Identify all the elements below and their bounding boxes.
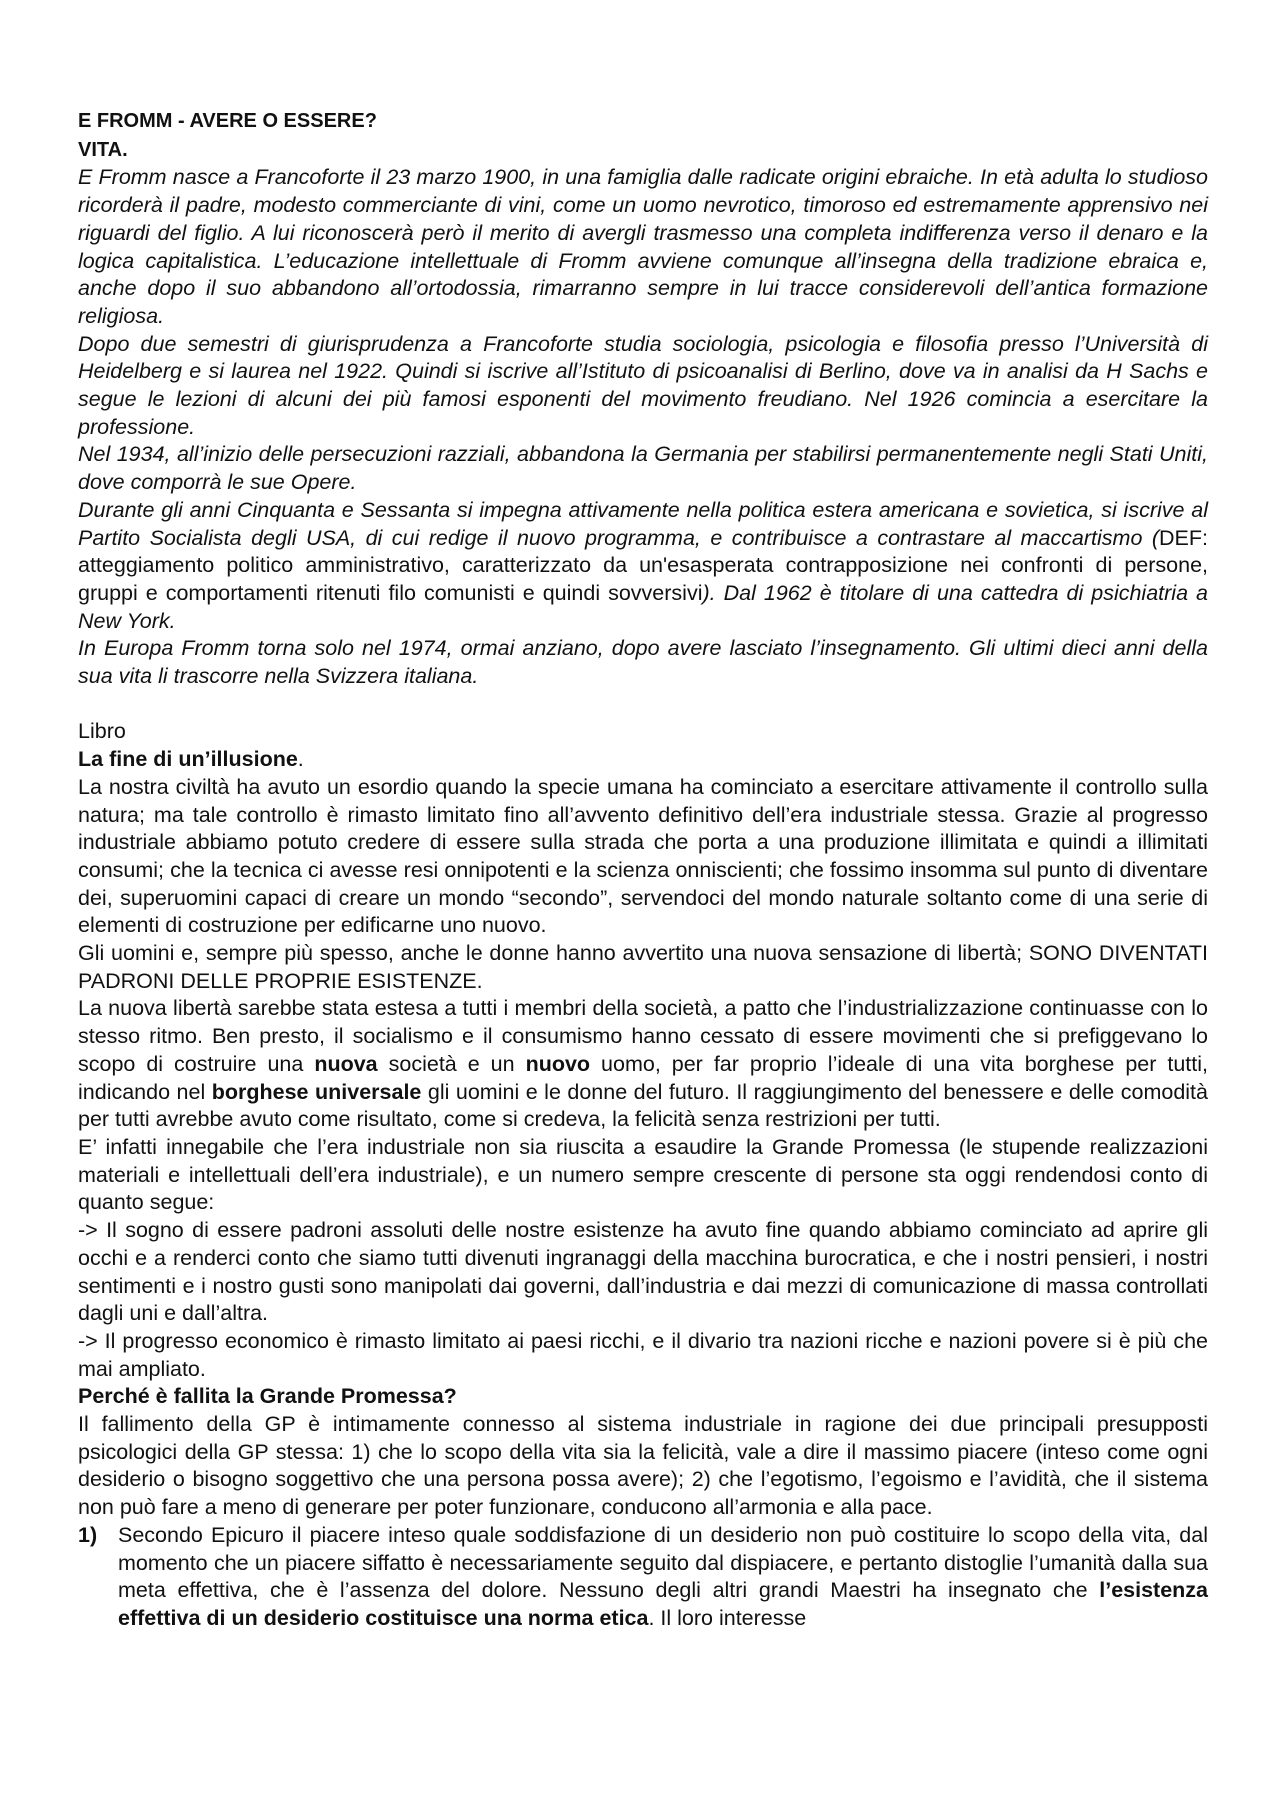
section2-heading: Perché è fallita la Grande Promessa? [78,1384,457,1409]
list-item-number: 1) [78,1522,98,1547]
section1-heading: La fine di un’illusione [78,747,298,772]
document-title: E FROMM - AVERE O ESSERE? [78,110,377,132]
emphasis-nuova: nuova [314,1051,378,1076]
list-item-text-c: . Il loro interesse [648,1605,807,1630]
vita-p4-italic-a: Durante gli anni Cinquanta e Sessanta si impegna attivamente nella politica estera americana e sovietica, si iscrive al Partito Socialista degli USA, di cui redige il nuovo programma, e contribuisce a contrastare al maccartismo ( [78,497,1208,550]
vita-paragraph-2: Dopo due semestri di giurisprudenza a Francoforte studia sociologia, psicologia e filosofia presso l’Università di Heidelberg e si laurea nel 1922. Quindi si iscrive all’Istituto di psicoanalisi di Berlino, dove va in analisi da H Sachs e segue le lezioni di alcuni dei più famosi esponenti del movimento freudiano. Nel 1926 comincia a esercitare la professione. [78,331,1208,439]
section1-heading-line [78,746,1208,774]
section1-p3-text-c: società e un [377,1051,526,1076]
vita-paragraph-1: E Fromm nasce a Francoforte il 23 marzo 1900, in una famiglia dalle radicate origini ebraiche. In età adulta lo studioso ricorderà il padre, modesto commerciante di vini, come un uomo nevrotico, timoroso ed estremamente apprensivo nei riguardi del figlio. A lui riconoscerà però il merito di avergli trasmesso una completa indifferenza verso il denaro e la logica capitalistica. L’educazione intellettuale di Fromm avviene comunque all’insegna della tradizione ebraica e, anche dopo il suo abbandono all’ortodossia, rimarranno sempre in lui tracce considerevoli dell’antica formazione religiosa. [78,165,1208,328]
vita-heading: VITA. [78,138,128,161]
section1-paragraph-3 [78,995,1208,1134]
vita-p4-italic-b: ). Dal 1962 è titolare di una cattedra di psichiatria a New York. [78,580,1208,633]
section1-paragraph-6: -> Il progresso economico è rimasto limitato ai paesi ricchi, e il divario tra nazioni ricche e nazioni povere si è più che mai ampliato. [78,1328,1208,1381]
list-item-text-a: Secondo Epicuro il piacere inteso quale soddisfazione di un desiderio non può costituire lo scopo della vita, dal momento che un piacere siffatto è necessariamente seguito dal dispiacere, e pertanto distoglie l’umanità dalla sua meta effettiva, che è l’assenza del dolore. Nessuno degli altri grandi Maestri ha insegnato che [118,1522,1208,1603]
section2-paragraph-1: Il fallimento della GP è intimamente connesso al sistema industriale in ragione dei due principali presupposti psicologici della GP stessa: 1) che lo scopo della vita sia la felicità, vale a dire il massimo piacere (inteso come ogni desiderio o bisogno soggettivo che una persona possa avere); 2) che l’egotismo, l’egoismo e l’avidità, che il sistema non può fare a meno di generare per poter funzionare, conducono all’armonia e alla pace. [78,1412,1208,1520]
section1-paragraph-2: Gli uomini e, sempre più spesso, anche le donne hanno avvertito una nuova sensazione di libertà; SONO DIVENTATI PADRONI DELLE PROPRIE ESISTENZE. [78,941,1208,993]
emphasis-nuovo: nuovo [525,1051,591,1076]
definition-maccartismo: DEF: atteggiamento politico amministrativo, caratterizzato da un'esasperata contrapposizione nei confronti di persone, gruppi e comportamenti ritenuti filo comunisti e quindi sovversivi [78,525,1208,605]
section1-heading-dot: . [297,747,304,772]
section1-paragraph-1: La nostra civiltà ha avuto un esordio quando la specie umana ha cominciato a esercitare attivamente il controllo sulla natura; ma tale controllo è rimasto limitato fino all’avvento definitivo dell’era industriale stessa. Grazie al progresso industriale abbiamo potuto credere di essere sulla strada che porta a una produzione illimitata e quindi a illimitati consumi; che la tecnica ci avesse resi onnipotenti e la scienza onniscienti; che fossimo insomma sul punto di diventare dei, superuomini capaci di creare un mondo “secondo”, servendoci del mondo naturale soltanto come di una serie di elementi di costruzione per edificarne uno nuovo. [78,774,1208,938]
section1-paragraph-4: E’ infatti innegabile che l’era industriale non sia riuscita a esaudire la Grande Promessa (le stupende realizzazioni materiali e intellettuali dell’era industriale), e un numero sempre crescente di persone sta oggi rendendosi conto di quanto segue: [78,1135,1208,1215]
paragraph-gap [78,691,1208,719]
vita-paragraph-4 [78,497,1208,636]
list-item-emphasis: l’esistenza effettiva di un desiderio costituisce una norma etica [118,1578,1208,1630]
vita-paragraph-5: In Europa Fromm torna solo nel 1974, ormai anziano, dopo avere lasciato l’insegnamento. Gli ultimi dieci anni della sua vita li trascorre nella Svizzera italiana. [78,636,1208,689]
section1-p3-text-e: gli uomini e le donne del futuro. Il raggiungimento del benessere e delle comodità per tutti avrebbe avuto come risultato, come si credeva, la felicità senza restrizioni per tutti. [78,1079,1208,1132]
vita-paragraph-3: Nel 1934, all’inizio delle persecuzioni razziali, abbandona la Germania per stabilirsi permanentemente negli Stati Uniti, dove comporrà le sue Opere. [78,442,1208,495]
list-item [78,1522,1208,1633]
document-page [78,108,1208,1633]
section1-p3-text-a: La nuova libertà sarebbe stata estesa a tutti i membri della società, a patto che l’industrializzazione continuasse con lo stesso ritmo. Ben presto, il socialismo e il consumismo hanno cessato di essere movimenti che si prefiggevano lo scopo di costruire una [78,996,1208,1076]
section1-paragraph-5: -> Il sogno di essere padroni assoluti delle nostre esistenze ha avuto fine quando abbiamo cominciato ad aprire gli occhi e a renderci conto che siamo tutti divenuti ingranaggi della macchina burocratica, e che i nostri pensieri, i nostri sentimenti e i nostro gusti sono manipolati dai governi, dall’industria e dai mezzi di comunicazione di massa controllati dagli uni e dall’altra. [78,1218,1208,1326]
emphasis-borghese-universale: borghese universale [211,1079,422,1104]
libro-label: Libro [78,719,126,744]
section1-p3-text-d: uomo, per far proprio l’ideale di una vita borghese per tutti, indicando nel [78,1051,1209,1104]
